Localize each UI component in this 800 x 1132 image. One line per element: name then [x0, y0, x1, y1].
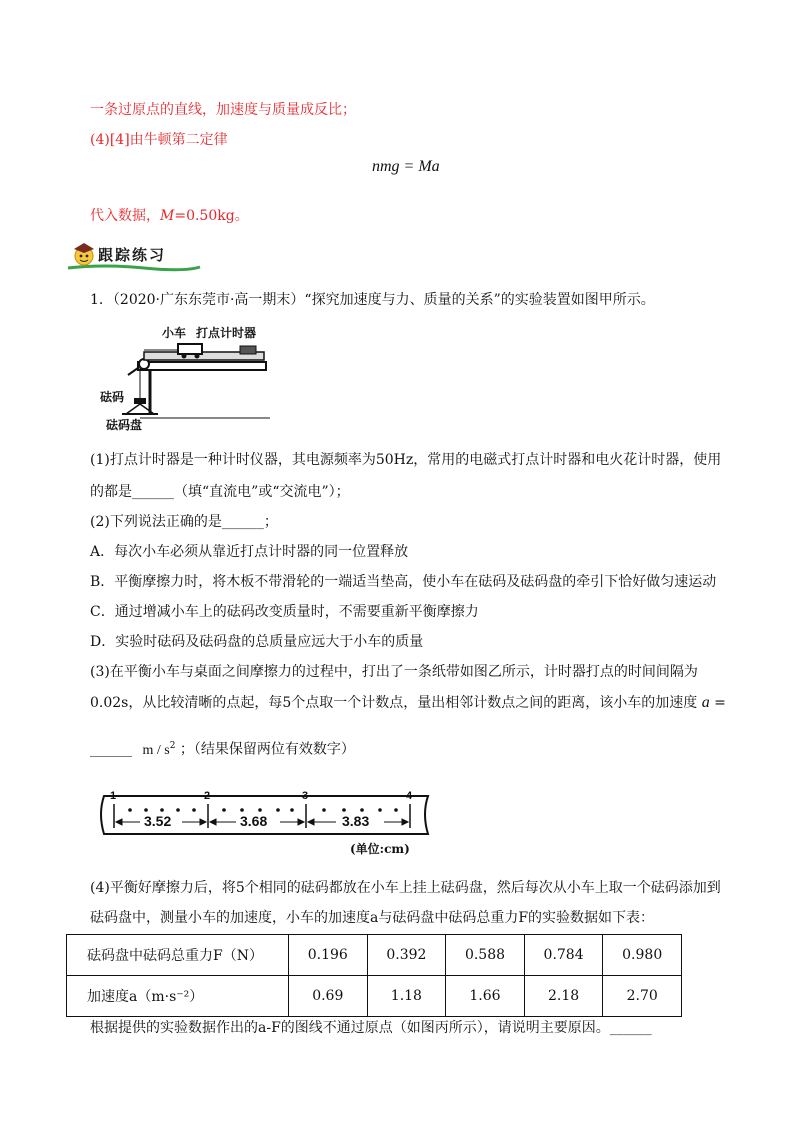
option-a: A．每次小车必须从靠近打点计时器的同一位置释放 [90, 544, 409, 560]
unit-exponent: 2 [169, 741, 176, 751]
tape-distance-3: 3.83 [342, 813, 370, 829]
answer-line-3 [90, 206, 249, 226]
table-header-acceleration: 加速度a（m·s⁻²） [67, 976, 289, 1017]
precision-note: ；（结果保留两位有效数字） [179, 741, 355, 758]
tape-point-3: 3 [302, 790, 309, 802]
answer-blank: ______ [90, 741, 132, 758]
tape-distance-2: 3.68 [240, 813, 268, 829]
unit-ms: m / s [142, 742, 170, 758]
table-cell: 0.69 [289, 976, 368, 1017]
tape-unit: (单位:cm) [350, 842, 410, 856]
part-3-answer-line [90, 736, 355, 761]
table-cell: 0.980 [603, 935, 682, 976]
data-table [66, 934, 682, 1017]
table-cell: 0.784 [524, 935, 603, 976]
apparatus-diagram [100, 320, 280, 432]
answer-line-3-prefix: 代入数据， [90, 208, 160, 224]
label-timer: 打点计时器 [196, 326, 257, 340]
paper-tape-diagram [96, 790, 436, 860]
section-banner [64, 238, 204, 272]
part-1-line-1: (1)打点计时器是一种计时仪器，其电源频率为50Hz，常用的电磁式打点计时器和电火花计时器，使用 [90, 452, 722, 468]
table-cell: 0.588 [446, 935, 525, 976]
tape-point-2: 2 [204, 790, 211, 802]
newton-formula: nmg = Ma [372, 158, 440, 175]
label-tray: 砝码盘 [106, 418, 143, 432]
accel-var: a [701, 694, 710, 711]
option-b: B．平衡摩擦力时，将木板不带滑轮的一端适当垫高，使小车在砝码及砝码盘的牵引下恰好做匀速运动 [90, 574, 717, 590]
part-2-question: (2)下列说法正确的是______； [90, 514, 278, 530]
table-cell: 0.392 [367, 935, 446, 976]
table-row-force [67, 935, 682, 976]
table-row-acceleration [67, 976, 682, 1017]
part-3-line-2 [90, 693, 726, 713]
table-cell: 1.18 [367, 976, 446, 1017]
question-intro: 1．（2020·广东东莞市·高一期末）“探究加速度与力、质量的关系”的实验装置如图甲所示。 [90, 292, 655, 308]
part-3-text: 0.02s，从比较清晰的点起，每5个点取一个计数点，量出相邻计数点之间的距离，该小车的加速度 [90, 695, 698, 711]
label-car: 小车 [162, 326, 187, 340]
tape-distance-1: 3.52 [144, 813, 172, 829]
answer-line-3-suffix: =0.50kg。 [174, 208, 249, 224]
tape-point-1: 1 [110, 790, 117, 802]
equals-sign: = [714, 695, 726, 711]
part-4-line-1: (4)平衡好摩擦力后，将5个相同的砝码都放在小车上挂上砝码盘，然后每次从小车上取一个砝码添加到 [90, 880, 721, 896]
option-d: D．实验时砝码及砝码盘的总质量应远大于小车的质量 [90, 634, 424, 650]
table-header-force: 砝码盘中砝码总重力F（N） [67, 935, 289, 976]
table-cell: 0.196 [289, 935, 368, 976]
part-4-last-line: 根据提供的实验数据作出的a-F的图线不通过原点（如图丙所示），请说明主要原因。______ [90, 1020, 652, 1036]
answer-line-2: (4)[4]由牛顿第二定律 [90, 132, 228, 148]
tape-point-4: 4 [406, 790, 413, 802]
option-c: C．通过增减小车上的砝码改变质量时，不需要重新平衡摩擦力 [90, 604, 479, 620]
table-cell: 1.66 [446, 976, 525, 1017]
table-cell: 2.70 [603, 976, 682, 1017]
table-cell: 2.18 [524, 976, 603, 1017]
part-1-line-2: 的都是______（填“直流电”或“交流电”）； [90, 484, 350, 500]
part-4-line-2: 砝码盘中，测量小车的加速度，小车的加速度a与砝码盘中砝码总重力F的实验数据如下表： [90, 910, 655, 926]
answer-line-1: 一条过原点的直线，加速度与质量成反比； [90, 102, 356, 118]
banner-title: 跟踪练习 [98, 246, 167, 264]
label-weight: 砝码 [100, 390, 125, 404]
answer-mass-var: M [160, 208, 175, 224]
part-3-line-1: (3)在平衡小车与桌面之间摩擦力的过程中，打出了一条纸带如图乙所示，计时器打点的时间间隔为 [90, 664, 698, 680]
